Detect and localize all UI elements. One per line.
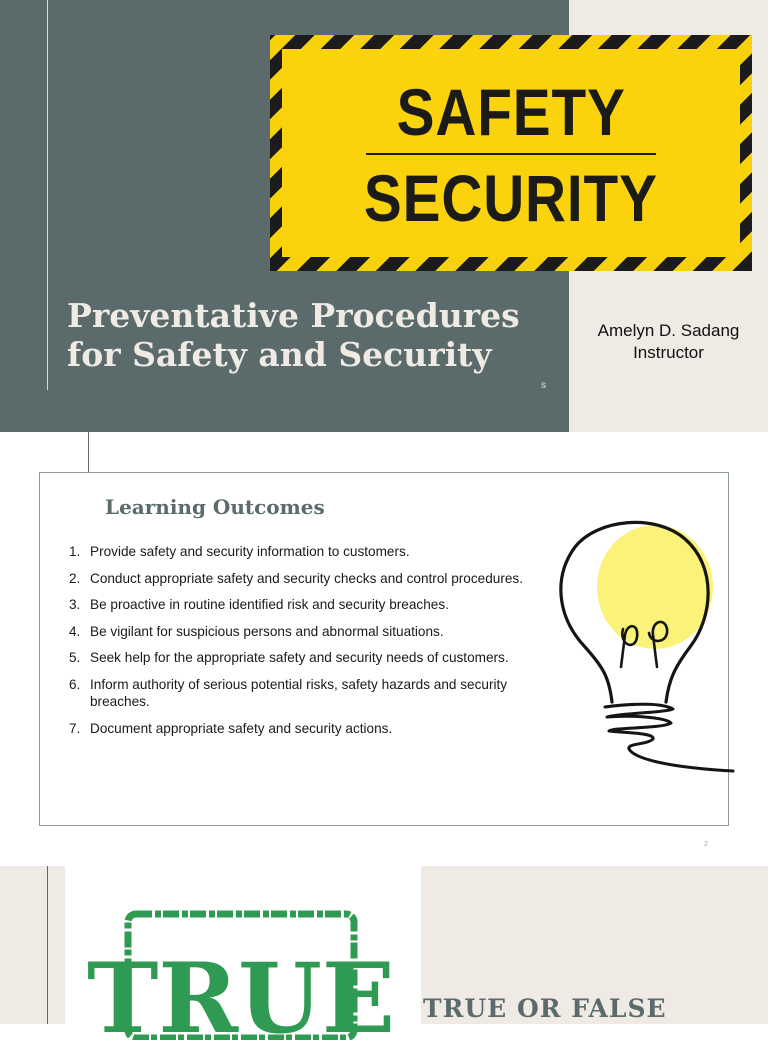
sign-line-2: SECURITY	[364, 161, 658, 235]
accent-line	[47, 866, 48, 1024]
item-number: 2.	[69, 570, 81, 586]
sign-divider	[366, 153, 656, 155]
presenter-role: Instructor	[633, 343, 704, 362]
item-number: 5.	[69, 650, 81, 665]
true-or-false-slide	[0, 866, 768, 1040]
item-text: Conduct appropriate safety and security checks and control procedures.	[90, 570, 523, 586]
section-title: TRUE OR FALSE	[423, 994, 667, 1023]
list-item	[69, 676, 549, 711]
list-item	[69, 720, 549, 738]
sign-face	[282, 49, 740, 257]
presenter-name: Amelyn D. Sadang	[597, 321, 740, 340]
outcomes-list	[69, 543, 549, 746]
safety-security-sign	[270, 35, 752, 271]
list-item	[69, 623, 549, 641]
list-item	[69, 543, 549, 561]
learning-outcomes-slide	[0, 432, 768, 866]
lightbulb-icon	[545, 517, 735, 772]
accent-line	[47, 0, 48, 390]
item-number: 4.	[69, 623, 81, 639]
title-slide	[0, 0, 768, 432]
stamp-label: TRUE	[86, 942, 396, 1040]
outcomes-card	[39, 472, 729, 826]
item-number: 6.	[69, 676, 81, 692]
item-text: Document appropriate safety and security actions.	[90, 720, 393, 736]
list-item	[69, 570, 549, 588]
item-text: Seek help for the appropriate safety and security needs of customers.	[90, 650, 509, 665]
item-text: Provide safety and security information to customers.	[90, 544, 410, 559]
true-stamp-icon	[86, 910, 396, 1040]
list-item	[69, 596, 549, 614]
item-number: 1.	[69, 544, 81, 559]
outcomes-heading: Learning Outcomes	[105, 495, 325, 519]
item-text: Be proactive in routine identified risk and security breaches.	[90, 597, 449, 612]
presentation-title: Preventative Procedures for Safety and Security	[67, 296, 520, 374]
list-item	[69, 649, 549, 667]
item-text: Be vigilant for suspicious persons and abnormal situations.	[90, 623, 444, 639]
item-number: 7.	[69, 720, 81, 736]
slide-mark: s	[541, 380, 546, 391]
page-number: 2	[704, 841, 708, 848]
item-number: 3.	[69, 597, 81, 612]
sign-line-1: SAFETY	[396, 75, 626, 149]
presenter-block	[569, 320, 768, 364]
item-text: Inform authority of serious potential risks, safety hazards and security breaches.	[90, 676, 508, 709]
